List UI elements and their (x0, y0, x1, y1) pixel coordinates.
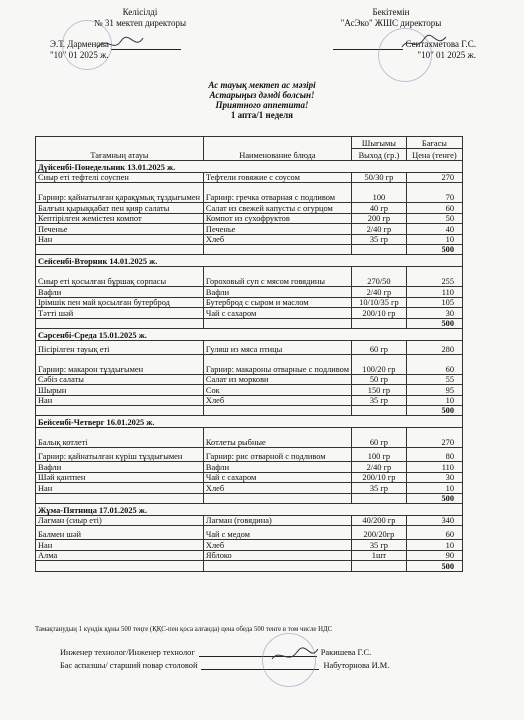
menu-row (36, 385, 463, 395)
day-title: Бейсенбі-Четверг 16.01.2025 ж. (36, 416, 463, 428)
dish-price: 80 (406, 448, 462, 462)
menu-body (36, 161, 463, 572)
dish-name-kz: Гарнир: макарон тұздығымен (36, 354, 204, 374)
dish-price: 50 (406, 213, 462, 223)
dish-price: 340 (406, 516, 462, 526)
dish-name-kz: Нан (36, 483, 204, 493)
dish-price: 30 (406, 308, 462, 318)
menu-table (35, 136, 463, 572)
dish-weight: 2/40 гр (352, 287, 407, 297)
dish-weight: 100/20 гр (352, 354, 407, 374)
menu-row (36, 516, 463, 526)
empty-cell (203, 493, 351, 503)
dish-name-kz: Нан (36, 540, 204, 550)
dish-name-ru: Яблоко (203, 550, 351, 560)
dish-weight: 270/50 (352, 267, 407, 287)
dish-name-kz: Шырын (36, 385, 204, 395)
signature-role: Бас аспазшы/ старший повар столовой (60, 661, 198, 670)
menu-row (36, 173, 463, 183)
dish-name-ru: Салат из свежей капусты с огурцом (203, 203, 351, 213)
dish-weight: 60 гр (352, 428, 407, 448)
dish-name-ru: Печенье (203, 224, 351, 234)
dish-name-kz: Тәтті шәй (36, 308, 204, 318)
empty-cell (352, 244, 407, 254)
header-weight-kz: Шығымы (352, 137, 407, 149)
header-kz: Тағамның атауы (36, 137, 204, 161)
dish-price: 10 (406, 234, 462, 244)
dish-price: 110 (406, 287, 462, 297)
dish-name-ru: Хлеб (203, 540, 351, 550)
dish-name-kz: Балмен шәй (36, 526, 204, 540)
empty-cell (203, 318, 351, 328)
approval-right-name: Сеитахметова Г.С. (405, 39, 476, 49)
menu-row (36, 267, 463, 287)
dish-price: 10 (406, 395, 462, 405)
dish-name-kz: Кептірілген жемістен компот (36, 213, 204, 223)
menu-row (36, 483, 463, 493)
signature-role: Инженер технолог/Инженер технолог (60, 648, 195, 657)
menu-row (36, 428, 463, 448)
header-price-kz: Бағасы (406, 137, 462, 149)
day-title: Сәрсенбі-Среда 15.01.2025 ж. (36, 328, 463, 340)
dish-weight: 40 гр (352, 203, 407, 213)
menu-row (36, 462, 463, 472)
day-total: 500 (406, 318, 462, 328)
dish-weight: 2/40 гр (352, 462, 407, 472)
dish-weight: 1шт (352, 550, 407, 560)
dish-weight: 200/20гр (352, 526, 407, 540)
menu-greeting-kz: Астарыңыз дәмді болсын! (209, 90, 315, 100)
dish-price: 255 (406, 267, 462, 287)
dish-name-ru: Чай с медом (203, 526, 351, 540)
dish-name-kz: Гарнир: қайнатылған күріш тұздығымен (36, 448, 204, 462)
dish-name-ru: Вафли (203, 287, 351, 297)
dish-weight: 150 гр (352, 385, 407, 395)
day-title: Жұма-Пятница 17.01.2025 ж. (36, 504, 463, 516)
dish-name-ru: Чай с сахаром (203, 308, 351, 318)
menu-row (36, 395, 463, 405)
dish-name-ru: Бутерброд с сыром и маслом (203, 297, 351, 307)
approval-left-line1: Келісілді (122, 7, 158, 17)
dish-name-kz: Нан (36, 395, 204, 405)
dish-weight: 35 гр (352, 395, 407, 405)
dish-price: 30 (406, 472, 462, 482)
dish-price: 95 (406, 385, 462, 395)
dish-name-kz: Ірімшік пен май қосылған бутерброд (36, 297, 204, 307)
dish-name-ru: Гуляш из мяса птицы (203, 340, 351, 354)
dish-weight: 200/10 гр (352, 472, 407, 482)
empty-cell (352, 493, 407, 503)
dish-weight: 200/10 гр (352, 308, 407, 318)
dish-name-kz: Пісірілген тауық еті (36, 340, 204, 354)
dish-price: 55 (406, 374, 462, 384)
dish-weight: 35 гр (352, 483, 407, 493)
price-note: Тамақтанудың 1 күндік құны 500 теңге (ҚҚС-пен қоса алғанда) цена обеда 500 тенге в том числе НДС (35, 626, 333, 633)
day-header-row (36, 504, 463, 516)
dish-price: 40 (406, 224, 462, 234)
dish-price: 60 (406, 203, 462, 213)
empty-cell (36, 493, 204, 503)
header-price-ru: Цена (тенге) (406, 149, 462, 161)
dish-name-ru: Гороховый суп с мясом говядины (203, 267, 351, 287)
signature-scribble-right (400, 33, 448, 53)
dish-price: 105 (406, 297, 462, 307)
dish-price: 90 (406, 550, 462, 560)
approval-left-line2: № 31 мектеп директоры (93, 18, 187, 28)
empty-cell (36, 244, 204, 254)
day-total: 500 (406, 493, 462, 503)
dish-weight: 100 (352, 183, 407, 203)
menu-row (36, 526, 463, 540)
approval-right-line2: "АсЭко" ЖШС директоры (340, 18, 442, 28)
menu-row (36, 308, 463, 318)
dish-name-kz: Гарнир: қайнатылған қарақұмық тұздығымен (36, 183, 204, 203)
menu-title-kz: Ас тауық мектеп ас мәзірі (208, 80, 316, 90)
dish-name-kz: Шәй қантпен (36, 472, 204, 482)
day-total: 500 (406, 561, 462, 571)
menu-row (36, 540, 463, 550)
dish-name-kz: Сәбіз салаты (36, 374, 204, 384)
dish-name-ru: Салат из моркови (203, 374, 351, 384)
dish-weight: 100 гр (352, 448, 407, 462)
menu-row (36, 472, 463, 482)
signature-name: Набуторнова И.М. (323, 661, 390, 670)
day-header-row (36, 328, 463, 340)
dish-name-ru: Лагман (говядина) (203, 516, 351, 526)
dish-name-kz: Сиыр еті тефтелі соуспен (36, 173, 204, 183)
empty-cell (36, 406, 204, 416)
approval-right-date: "10" 01 2025 ж. (417, 50, 476, 60)
dish-weight: 50 гр (352, 374, 407, 384)
signature-scribble-bottom (270, 645, 320, 667)
dish-name-kz: Вафли (36, 287, 204, 297)
approval-right-line1: Бекітемін (372, 7, 410, 17)
dish-price: 10 (406, 483, 462, 493)
dish-weight: 10/10/35 гр (352, 297, 407, 307)
day-header-row (36, 255, 463, 267)
day-header-row (36, 416, 463, 428)
menu-row (36, 550, 463, 560)
dish-price: 270 (406, 428, 462, 448)
empty-cell (352, 561, 407, 571)
menu-title-block (0, 80, 524, 120)
empty-cell (352, 318, 407, 328)
day-total: 500 (406, 406, 462, 416)
menu-row (36, 234, 463, 244)
dish-name-kz: Вафли (36, 462, 204, 472)
signature-scribble-left (95, 33, 145, 55)
day-total-row (36, 244, 463, 254)
empty-cell (36, 561, 204, 571)
approval-left-date: "10" 01 2025 ж. (50, 50, 109, 60)
dish-name-kz: Нан (36, 234, 204, 244)
dish-name-ru: Хлеб (203, 483, 351, 493)
day-title: Дүйсенбі-Понедельник 13.01.2025 ж. (36, 161, 463, 173)
header-weight-ru: Выход (гр.) (352, 149, 407, 161)
dish-weight: 200 гр (352, 213, 407, 223)
menu-row (36, 297, 463, 307)
menu-row (36, 448, 463, 462)
menu-week: 1 апта/1 неделя (230, 110, 294, 120)
approval-left-name: Э.Т. Дарменова (50, 39, 109, 49)
empty-cell (203, 561, 351, 571)
dish-name-kz: Алма (36, 550, 204, 560)
empty-cell (352, 406, 407, 416)
dish-name-ru: Гарнир: рис отварной с подливом (203, 448, 351, 462)
empty-cell (203, 406, 351, 416)
menu-row (36, 203, 463, 213)
dish-name-ru: Тефтели говяжие с соусом (203, 173, 351, 183)
menu-row (36, 374, 463, 384)
day-total-row (36, 493, 463, 503)
dish-weight: 35 гр (352, 234, 407, 244)
dish-weight: 60 гр (352, 340, 407, 354)
dish-name-ru: Хлеб (203, 395, 351, 405)
dish-name-ru: Гарнир: гречка отварная с подливом (203, 183, 351, 203)
dish-name-ru: Чай с сахаром (203, 472, 351, 482)
dish-name-kz: Сиыр еті қосылған бұршақ сорпасы (36, 267, 204, 287)
menu-row (36, 354, 463, 374)
dish-price: 60 (406, 354, 462, 374)
dish-name-ru: Гарнир: макароны отварные с подливом (203, 354, 351, 374)
dish-price: 60 (406, 526, 462, 540)
signature-chef (60, 661, 389, 670)
menu-greeting-ru: Приятного аппетита! (215, 100, 309, 110)
dish-weight: 2/40 гр (352, 224, 407, 234)
dish-name-kz: Балық котлеті (36, 428, 204, 448)
dish-price: 10 (406, 540, 462, 550)
day-header-row (36, 161, 463, 173)
dish-name-kz: Лағман (сиыр еті) (36, 516, 204, 526)
dish-name-ru: Вафли (203, 462, 351, 472)
dish-name-ru: Хлеб (203, 234, 351, 244)
dish-weight: 40/200 гр (352, 516, 407, 526)
signature-name: Ракишева Г.С. (320, 648, 372, 657)
dish-weight: 35 гр (352, 540, 407, 550)
menu-row (36, 183, 463, 203)
day-total: 500 (406, 244, 462, 254)
dish-weight: 50/30 гр (352, 173, 407, 183)
dish-name-kz: Балғын қырыққабат пен қияр салаты (36, 203, 204, 213)
menu-row (36, 287, 463, 297)
dish-price: 280 (406, 340, 462, 354)
menu-row (36, 213, 463, 223)
day-title: Сейсенбі-Вторник 14.01.2025 ж. (36, 255, 463, 267)
day-total-row (36, 561, 463, 571)
dish-name-ru: Котлеты рыбные (203, 428, 351, 448)
dish-price: 270 (406, 173, 462, 183)
dish-name-ru: Компот из сухофруктов (203, 213, 351, 223)
signature-technologist (60, 648, 371, 657)
dish-price: 70 (406, 183, 462, 203)
day-total-row (36, 318, 463, 328)
day-total-row (36, 406, 463, 416)
header-ru: Наименование блюда (203, 137, 351, 161)
dish-name-kz: Печенье (36, 224, 204, 234)
menu-row (36, 340, 463, 354)
empty-cell (203, 244, 351, 254)
dish-price: 110 (406, 462, 462, 472)
dish-name-ru: Сок (203, 385, 351, 395)
empty-cell (36, 318, 204, 328)
menu-row (36, 224, 463, 234)
